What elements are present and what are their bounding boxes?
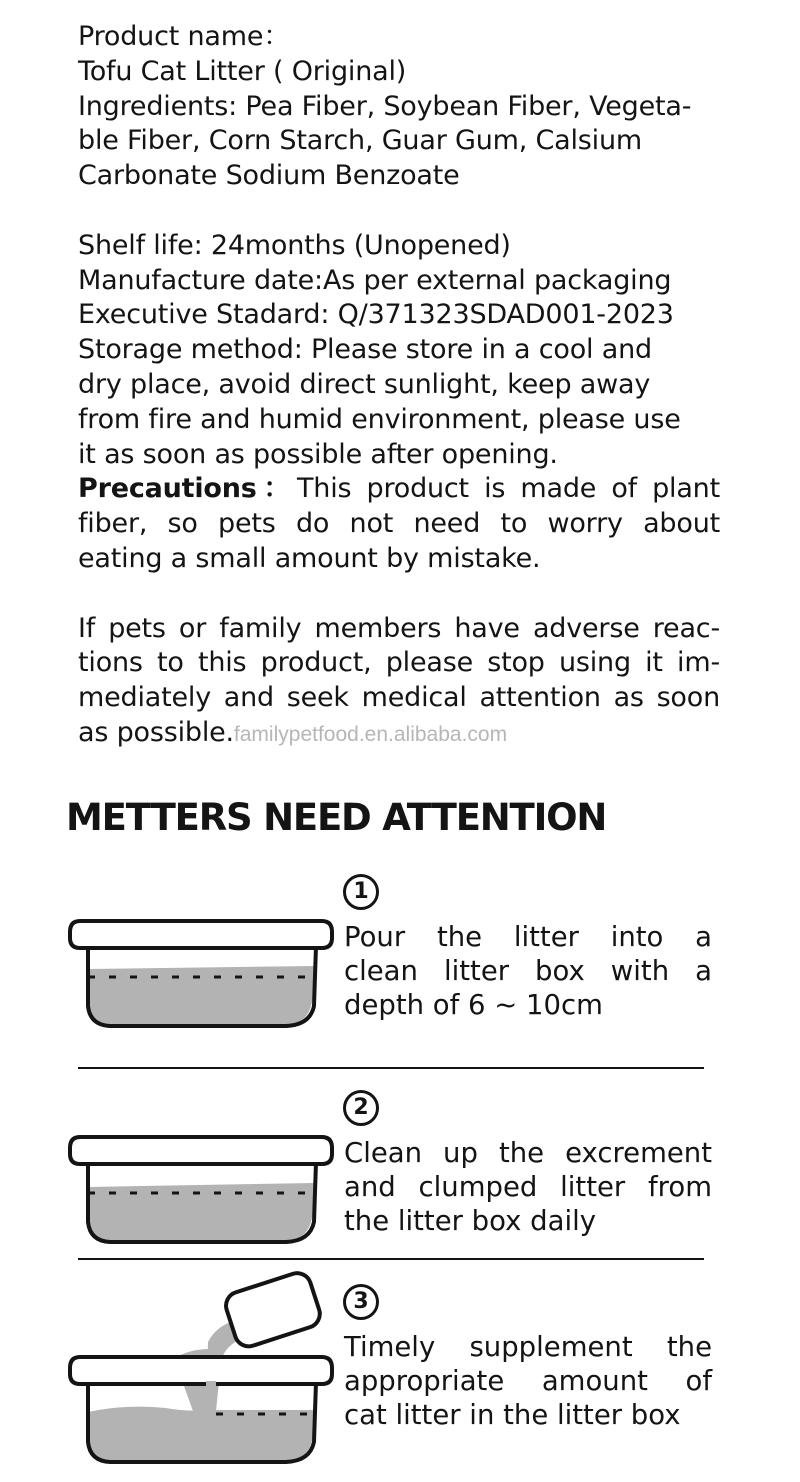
adverse-text-4: as possible.	[78, 716, 234, 748]
storage-line-3: from fire and humid environment, please use	[78, 403, 681, 435]
litter-box-clean-icon	[66, 1130, 336, 1250]
step-3-line-1: Timely supplement the	[344, 1331, 712, 1363]
adverse-line-3: mediately and seek medical attention as soon	[78, 682, 720, 714]
manufacture-date: Manufacture date:As per external packaging	[78, 264, 672, 296]
section-title: METTERS NEED ATTENTION	[66, 796, 607, 839]
step-2-line-3: the litter box daily	[344, 1205, 596, 1237]
box-rim	[70, 921, 332, 948]
ingredients-line-3: Carbonate Sodium Benzoate	[78, 160, 460, 192]
step-3-line-2: appropriate amount of	[344, 1365, 712, 1397]
storage-line-1: Storage method: Please store in a cool and	[78, 334, 652, 366]
step-2-line-1: Clean up the excrement	[344, 1137, 712, 1169]
step-2-line-2: and clumped litter from	[344, 1171, 712, 1203]
paragraph-gap	[78, 194, 720, 229]
precautions-label: Precautions：	[78, 473, 297, 505]
step-number-1: 1	[343, 874, 379, 910]
step-text-3	[344, 1330, 712, 1432]
step-number-3: 3	[343, 1284, 379, 1320]
executive-standard: Executive Stadard: Q/371323SDAD001-2023	[78, 299, 674, 331]
precautions-text-1: This product is made of plant	[296, 473, 720, 505]
step-text-2	[344, 1136, 712, 1238]
ingredients-line-1: Ingredients: Pea Fiber, Soybean Fiber, Vegeta-	[78, 90, 692, 122]
divider	[78, 1067, 704, 1069]
watermark: familypetfood.en.alibaba.com	[233, 722, 508, 746]
precautions-line-3: eating a small amount by mistake.	[78, 542, 541, 574]
step-1-line-2: clean litter box with a	[344, 955, 712, 987]
litter-fill	[88, 966, 315, 1025]
precautions-line-2: fiber, so pets do not need to worry about	[78, 508, 720, 540]
adverse-line-2: tions to this product, please stop using it im-	[78, 647, 720, 679]
box-rim	[70, 1137, 332, 1164]
adverse-line-4	[78, 716, 720, 753]
litter-box-filled-icon	[66, 914, 336, 1034]
product-info	[78, 20, 720, 753]
product-name-label: Product name：	[78, 21, 291, 52]
box-rim	[70, 1357, 332, 1384]
product-name: Tofu Cat Litter ( Original)	[78, 55, 407, 87]
step-number-2: 2	[343, 1090, 379, 1126]
step-1-line-3: depth of 6 ~ 10cm	[344, 989, 603, 1021]
litter-bag	[222, 1270, 323, 1350]
step-1-line-1: Pour the litter into a	[344, 921, 712, 953]
step-text-1	[344, 920, 712, 1022]
adverse-line-1: If pets or family members have adverse reac-	[78, 612, 720, 644]
step-3-line-3: cat litter in the litter box	[344, 1399, 681, 1431]
shelf-life: Shelf life: 24months (Unopened)	[78, 229, 511, 261]
storage-line-4: it as soon as possible after opening.	[78, 438, 558, 470]
paragraph-gap	[78, 577, 720, 612]
storage-line-2: dry place, avoid direct sunlight, keep away	[78, 368, 651, 400]
ingredients-line-2: ble Fiber, Corn Starch, Guar Gum, Calsium	[78, 125, 642, 157]
litter-box-refill-icon	[66, 1266, 336, 1466]
divider	[78, 1258, 704, 1260]
precautions-line-1	[78, 472, 720, 507]
